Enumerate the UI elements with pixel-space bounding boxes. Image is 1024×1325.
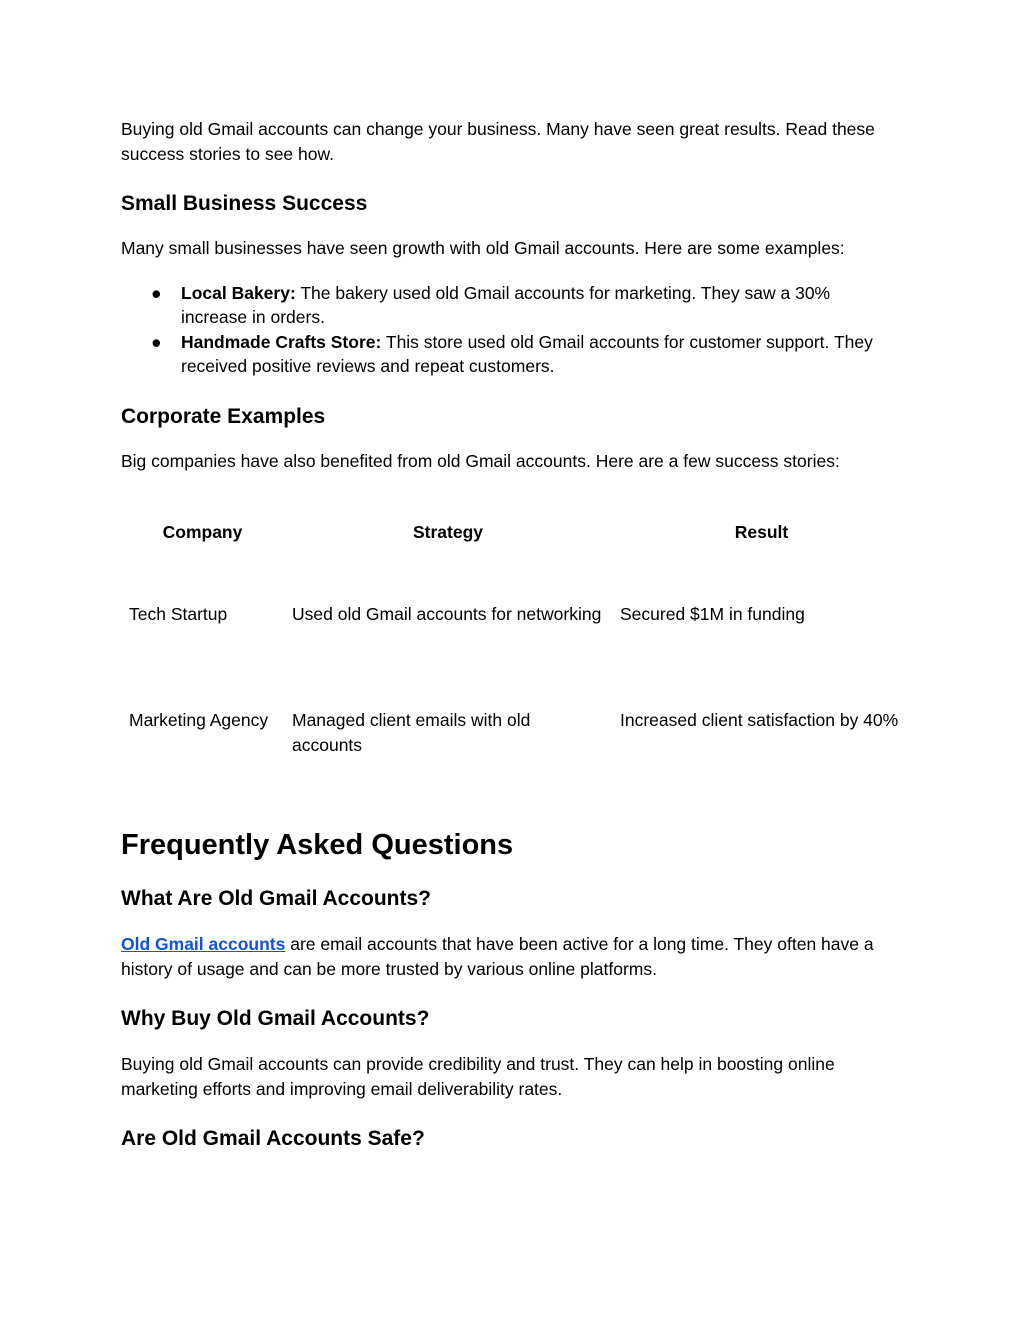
table-header-row xyxy=(121,511,911,593)
corporate-paragraph: Big companies have also benefited from old Gmail accounts. Here are a few success stories: xyxy=(121,450,840,471)
intro-paragraph: Buying old Gmail accounts can change your business. Many have seen great results. Read these success stories to see how. xyxy=(121,119,875,164)
table-row xyxy=(121,699,911,777)
list-item-text: This store used old Gmail accounts for customer support. They received positive reviews and repeat customers. xyxy=(181,331,873,376)
column-header-strategy: Strategy xyxy=(412,522,484,542)
table-row xyxy=(121,593,911,699)
faq-answer-what-text: are email accounts that have been active for a long time. They often have a history of usage and can be more trusted by various online platforms. xyxy=(121,934,874,979)
faq-question-safe: Are Old Gmail Accounts Safe? xyxy=(121,1127,425,1150)
examples-list xyxy=(121,281,911,379)
corporate-heading: Corporate Examples xyxy=(121,404,326,428)
old-gmail-accounts-link[interactable]: Old Gmail accounts xyxy=(121,934,286,954)
faq-question-why: Why Buy Old Gmail Accounts? xyxy=(121,1007,430,1030)
table-cell-company: Marketing Agency xyxy=(129,710,269,730)
list-item-text: The bakery used old Gmail accounts for marketing. They saw a 30% increase in orders. xyxy=(181,282,831,327)
table-cell-strategy: Managed client emails with old accounts xyxy=(292,710,531,755)
faq-question-what: What Are Old Gmail Accounts? xyxy=(121,887,431,910)
document-page xyxy=(121,117,911,1153)
list-item-title: Local Bakery: xyxy=(181,282,296,303)
list-item xyxy=(121,330,881,379)
bullet-icon: ● xyxy=(151,331,162,352)
success-stories-table xyxy=(121,511,911,777)
table-cell-strategy: Used old Gmail accounts for networking xyxy=(292,604,602,624)
small-business-heading: Small Business Success xyxy=(121,192,368,215)
bullet-icon: ● xyxy=(151,282,162,303)
faq-answer-why: Buying old Gmail accounts can provide credibility and trust. They can help in boosting online marketing efforts and improving email deliverability rates. xyxy=(121,1054,835,1099)
column-header-result: Result xyxy=(734,522,789,542)
faq-answer-what xyxy=(121,932,911,981)
table-cell-company: Tech Startup xyxy=(129,604,228,624)
small-business-paragraph: Many small businesses have seen growth with old Gmail accounts. Here are some examples: xyxy=(121,238,845,258)
column-header-company: Company xyxy=(162,522,243,542)
faq-title: Frequently Asked Questions xyxy=(121,829,514,861)
table-cell-result: Increased client satisfaction by 40% xyxy=(620,710,899,730)
table-cell-result: Secured $1M in funding xyxy=(620,604,805,624)
list-item-title: Handmade Crafts Store: xyxy=(181,331,382,352)
list-item xyxy=(121,281,881,330)
